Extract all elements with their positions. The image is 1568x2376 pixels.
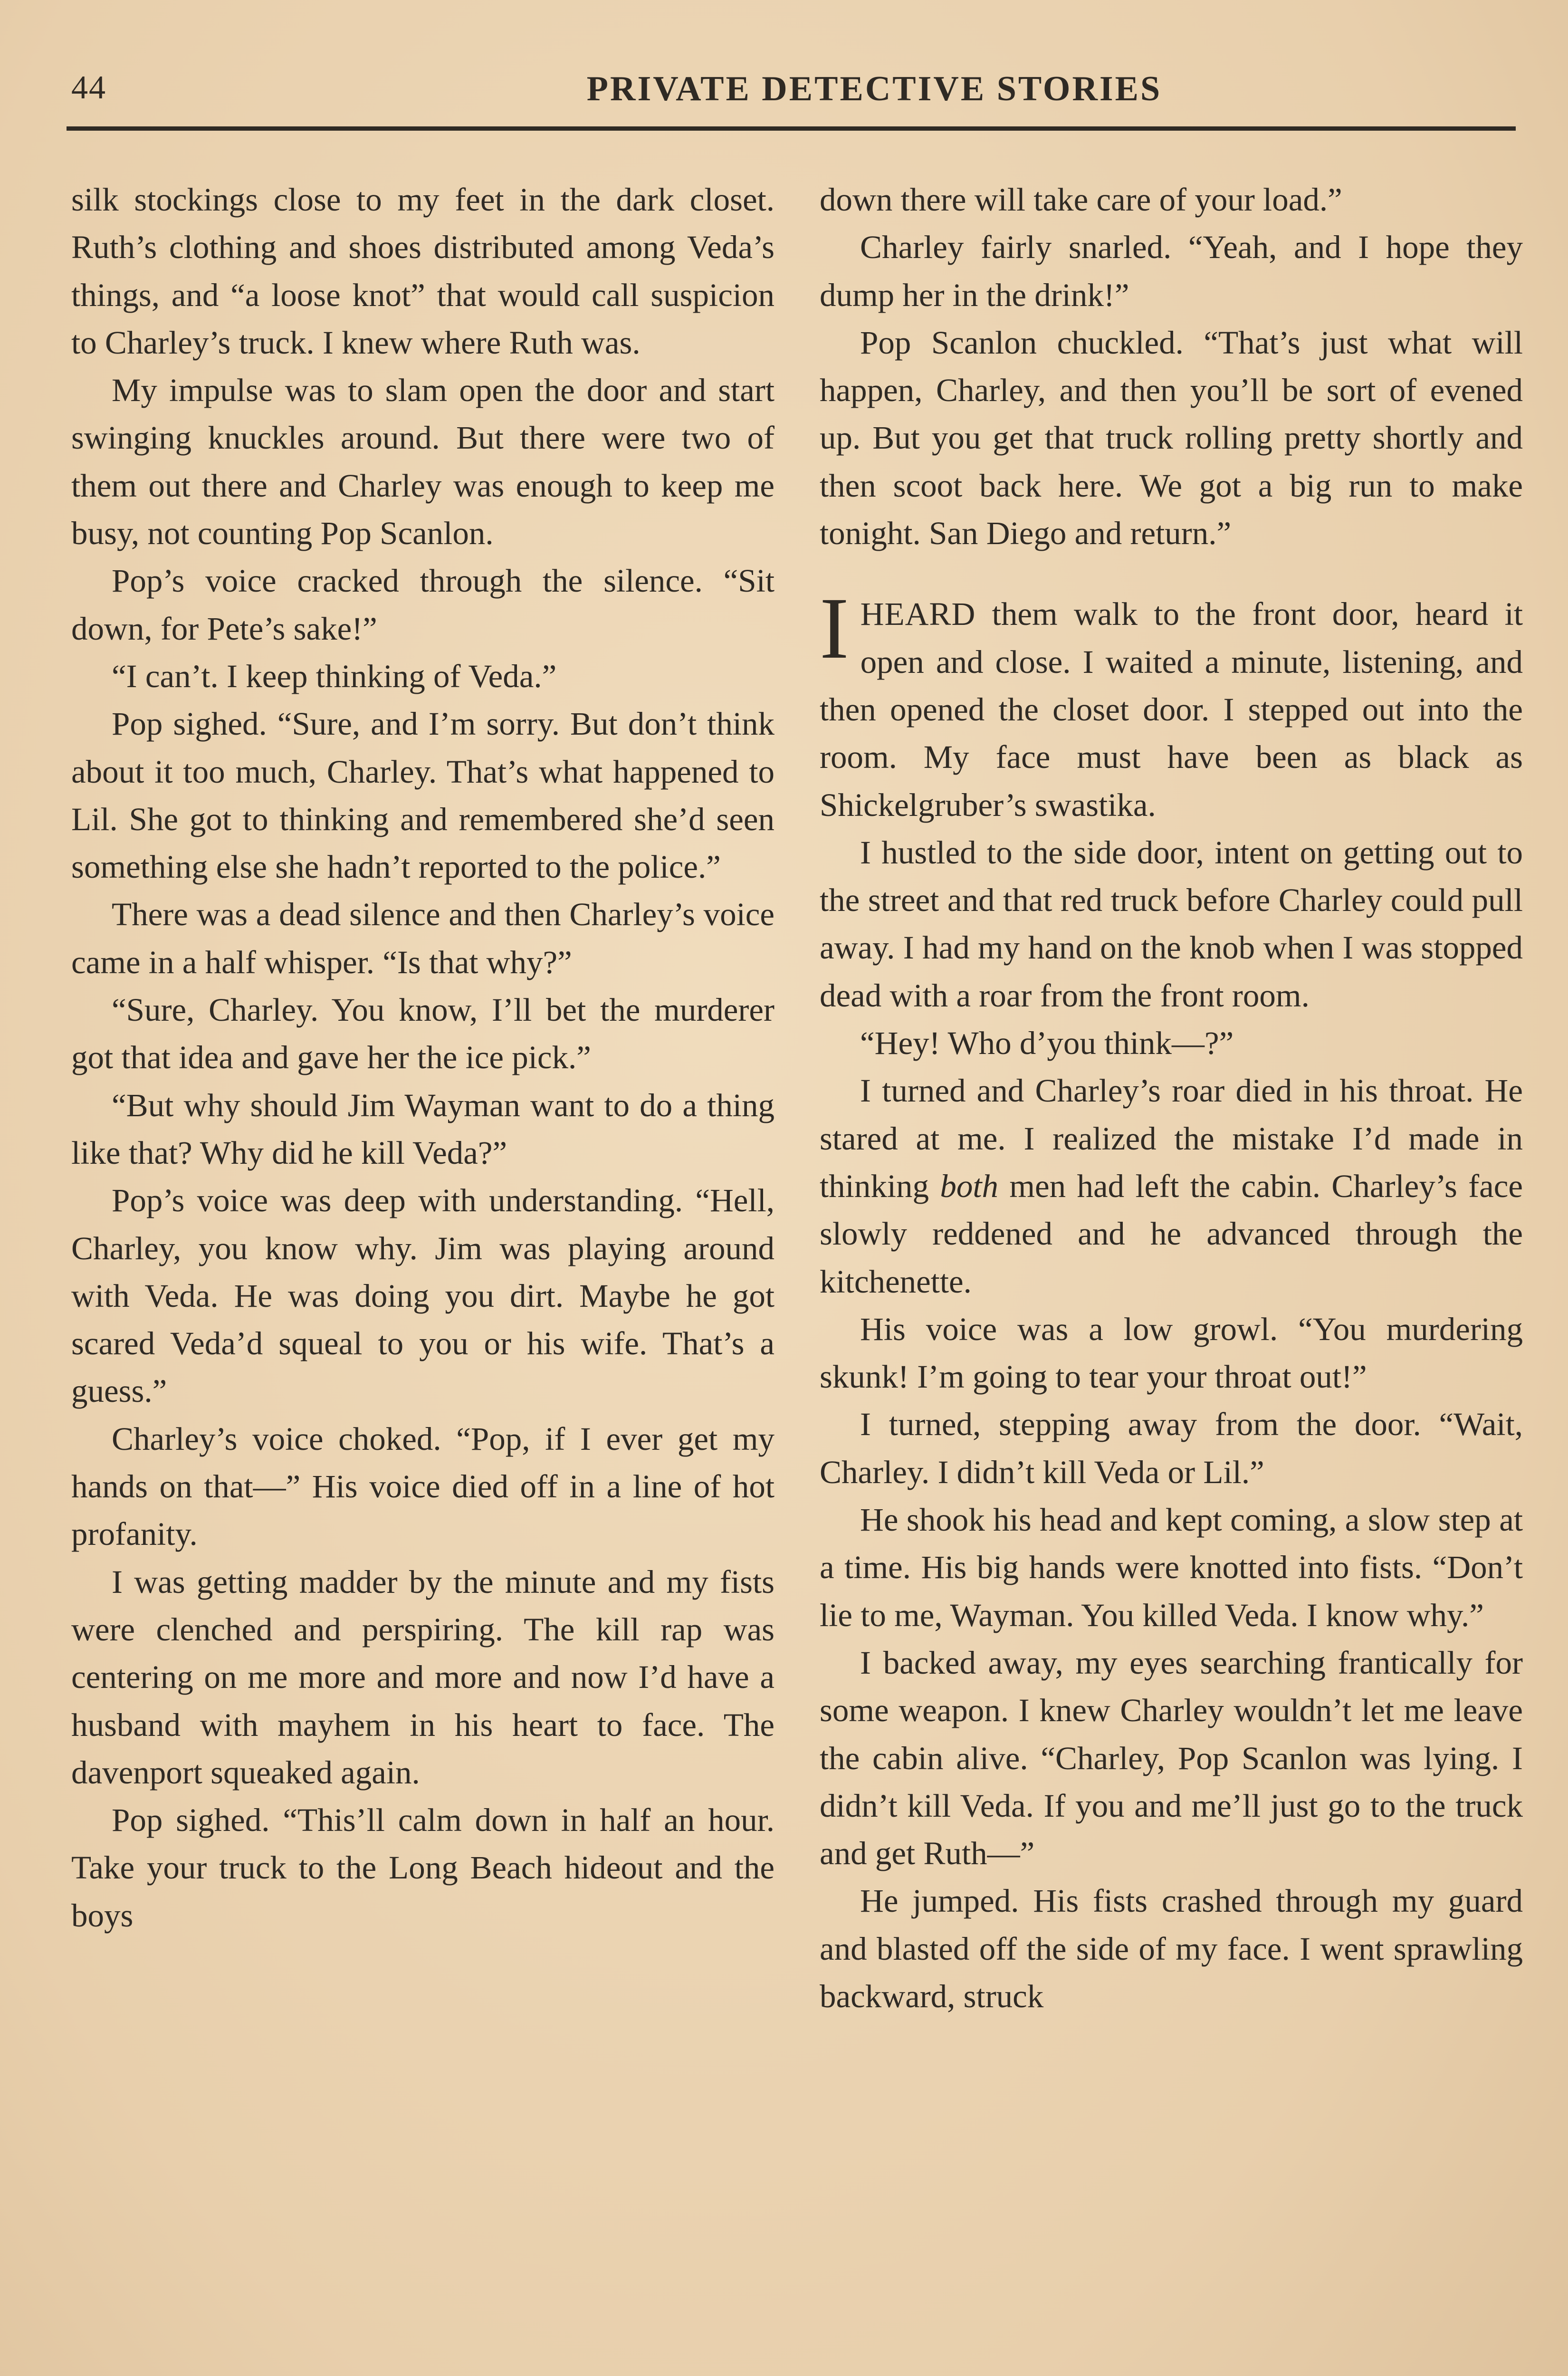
paragraph: His voice was a low growl. “You murdering skunk! I’m going to tear your throat out!”	[820, 1311, 1523, 1395]
paragraph-text: men had left the cabin. Charley’s face slowly reddened and he advanced through the kitchenette.	[820, 1168, 1523, 1300]
paragraph: He shook his head and kept coming, a slow step at a time. His big hands were knotted into fists. “Don’t lie to me, Wayman. You killed Veda. I know why.”	[820, 1502, 1523, 1633]
paragraph: “I can’t. I keep thinking of Veda.”	[112, 658, 557, 694]
paragraph: I turned, stepping away from the door. “Wait, Charley. I didn’t kill Veda or Lil.”	[820, 1406, 1523, 1490]
paragraph: Pop’s voice was deep with understanding. “Hell, Charley, you know why. Jim was playing around with Veda. He was doing you dirt. Maybe he got scared Veda’d squeal to you or his wife. That’s a guess.”	[71, 1182, 774, 1409]
paragraph: I was getting madder by the minute and my fists were clenched and perspiring. The kill rap was centering on me more and more and now I’d have a husband with mayhem in his heart to face. The davenport squeaked again.	[71, 1563, 774, 1791]
paragraph: There was a dead silence and then Charley’s voice came in a half whisper. “Is that why?”	[71, 896, 774, 980]
paragraph: Charley’s voice choked. “Pop, if I ever get my hands on that—” His voice died off in a line of hot profanity.	[71, 1420, 774, 1552]
paragraph: “But why should Jim Wayman want to do a thing like that? Why did he kill Veda?”	[71, 1087, 774, 1171]
paragraph: Pop sighed. “Sure, and I’m sorry. But don’t think about it too much, Charley. That’s what happened to Lil. She got to thinking and remembered she’d seen something else she hadn’t reported to the police.”	[71, 706, 774, 885]
paragraph-text: I turned and Charley’s roar died in his throat. He stared at me. I realized the mistake I’d made in thinking	[820, 1073, 1523, 1204]
paragraph: Pop Scanlon chuckled. “That’s just what will happen, Charley, and then you’ll be sort of evened up. But you get that truck rolling pretty shortly and then scoot back here. We got a big run to make tonight. San Diego and return.”	[820, 324, 1523, 552]
lead-word: HEARD	[860, 596, 976, 632]
emphasis-text: both	[940, 1168, 999, 1204]
left-column	[71, 176, 774, 1939]
paragraph-text: them walk to the front door, heard it open and close. I waited a minute, listening, and then opened the closet door. I stepped out into the room. My face must have been as black as Shickelgruber’s swastika.	[820, 596, 1523, 823]
running-title: PRIVATE DETECTIVE STORIES	[586, 69, 1162, 108]
page-number: 44	[71, 69, 106, 106]
paragraph: He jumped. His fists crashed through my guard and blasted off the side of my face. I went sprawling backward, struck	[820, 1883, 1523, 2014]
paragraph: “Sure, Charley. You know, I’ll bet the murderer got that idea and gave her the ice pick.”	[71, 992, 774, 1076]
paragraph: Pop sighed. “This’ll calm down in half an hour. Take your truck to the Long Beach hideout and the boys	[71, 1802, 774, 1934]
page-header	[67, 69, 1511, 121]
paragraph: Pop’s voice cracked through the silence. “Sit down, for Pete’s sake!”	[71, 563, 774, 647]
header-rule	[67, 126, 1516, 131]
drop-cap: I	[820, 580, 849, 678]
paragraph: I hustled to the side door, intent on getting out to the street and that red truck before Charley could pull away. I had my hand on the knob when I was stopped dead with a roar from the front room.	[820, 834, 1523, 1014]
paragraph: My impulse was to slam open the door and start swinging knuckles around. But there were two of them out there and Charley was enough to keep me busy, not counting Pop Scanlon.	[71, 372, 774, 552]
right-column	[820, 176, 1523, 2020]
section-opening-paragraph	[820, 580, 1523, 828]
paragraph	[820, 1067, 1523, 1305]
paragraph: silk stockings close to my feet in the dark closet. Ruth’s clothing and shoes distributed among Veda’s things, and “a loose knot” that would call suspicion to Charley’s truck. I knew where Ruth was.	[71, 182, 774, 361]
paragraph: “Hey! Who d’you think—?”	[860, 1025, 1234, 1062]
paragraph: Charley fairly snarled. “Yeah, and I hope they dump her in the drink!”	[820, 229, 1523, 313]
paragraph: I backed away, my eyes searching frantically for some weapon. I knew Charley wouldn’t let me leave the cabin alive. “Charley, Pop Scanlon was lying. I didn’t kill Veda. If you and me’ll just go to the truck and get Ruth—”	[820, 1644, 1523, 1872]
paragraph: down there will take care of your load.”	[820, 182, 1342, 218]
